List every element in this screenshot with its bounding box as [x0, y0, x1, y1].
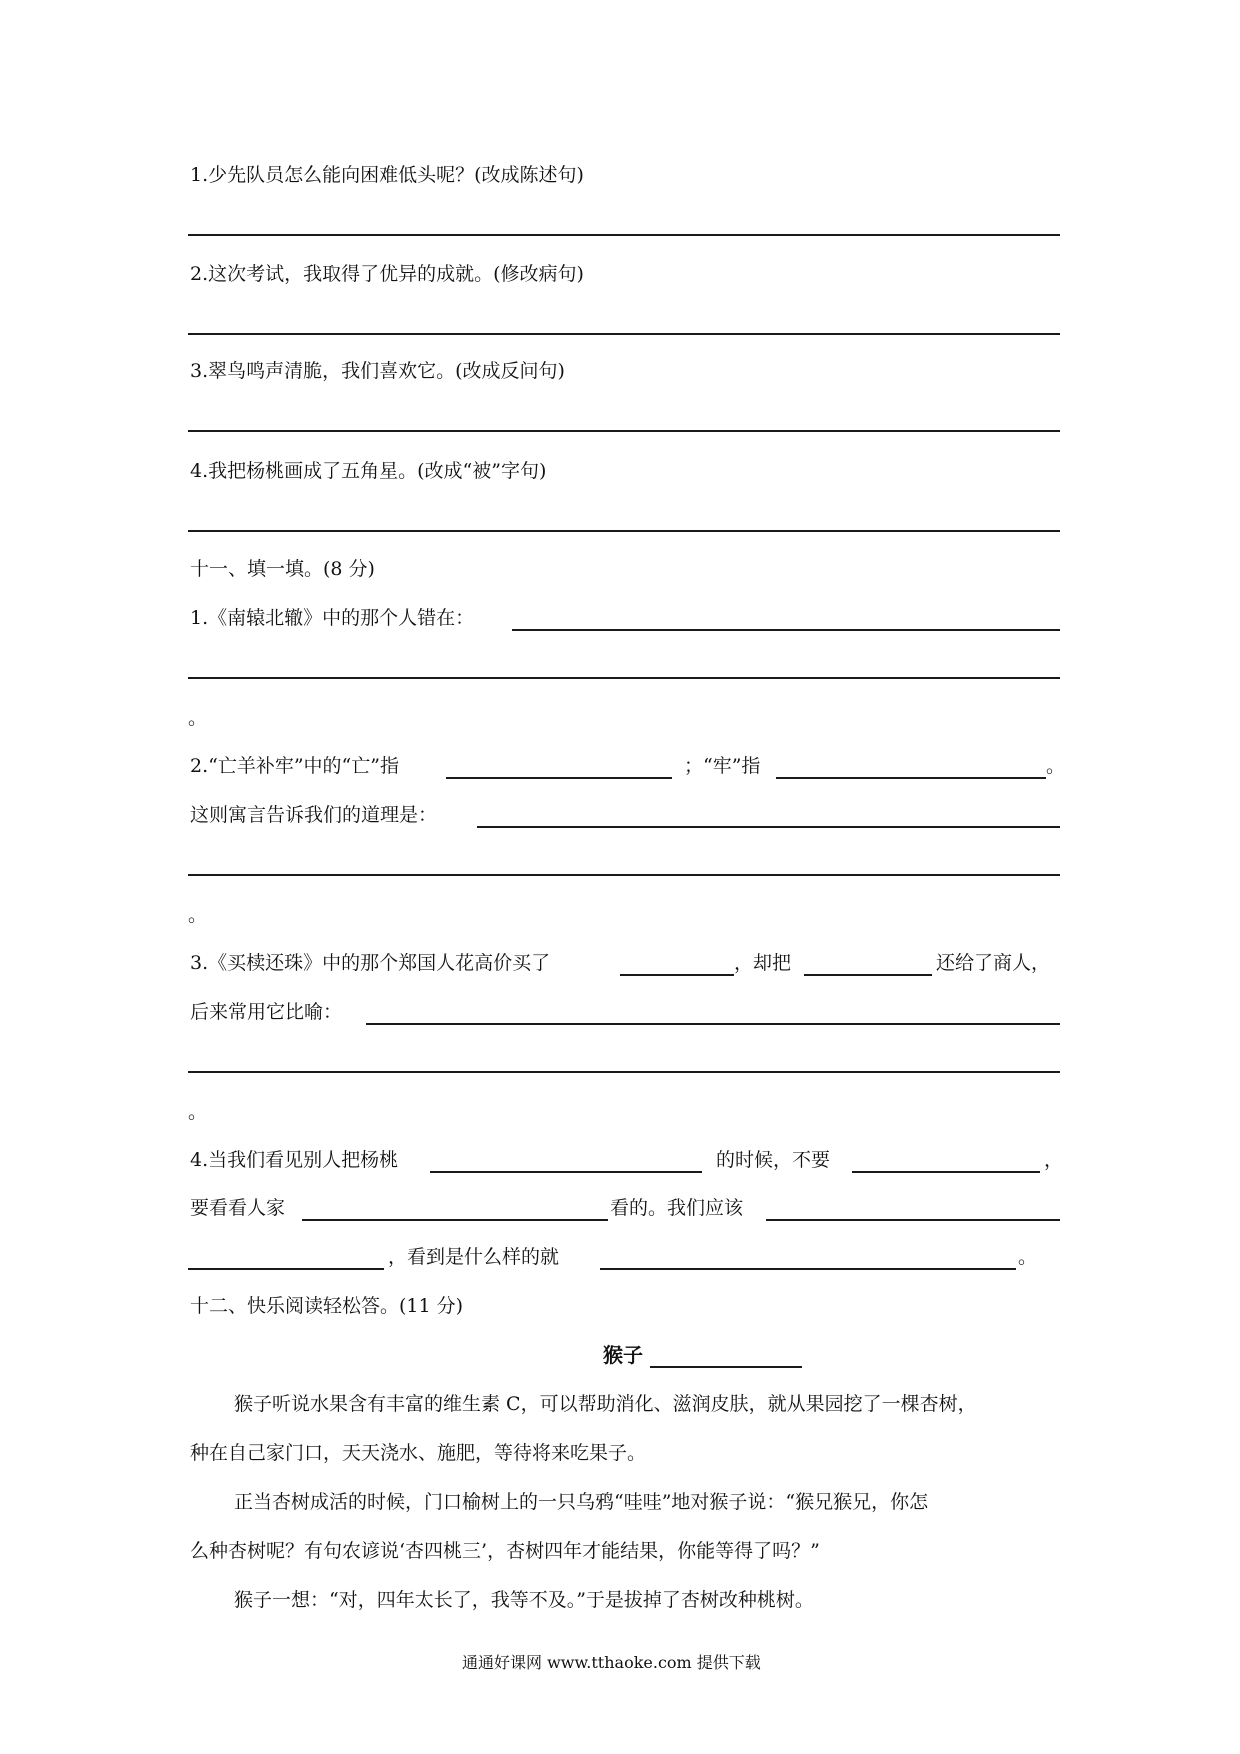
reading-p3: 猴子一想：“对，四年太长了，我等不及。”于是拔掉了杏树改种桃树。	[234, 1589, 814, 1611]
s11-q4-b: 的时候，不要	[716, 1149, 831, 1171]
fill-blank[interactable]	[512, 629, 1060, 631]
section-11-heading: 十一、填一填。(8 分)	[190, 558, 375, 580]
fill-blank[interactable]	[366, 1023, 1060, 1025]
fill-blank[interactable]	[446, 777, 672, 779]
s11-q2-c: 。	[1046, 755, 1066, 777]
footer-source: 通通好课网 www.tthaoke.com 提供下载	[462, 1653, 761, 1672]
s11-q4-f: ，看到是什么样的就	[388, 1246, 560, 1268]
s10-question-4: 4.我把杨桃画成了五角星。(改成“被”字句)	[190, 460, 547, 482]
s11-q2-b: ；“牢”指	[684, 755, 761, 777]
fill-blank[interactable]	[600, 1268, 1016, 1270]
answer-line[interactable]	[188, 677, 1060, 679]
section-12-heading: 十二、快乐阅读轻松答。(11 分)	[190, 1295, 464, 1317]
s11-q2-a: 2.“亡羊补牢”中的“亡”指	[190, 755, 399, 777]
s10-question-1: 1.少先队员怎么能向困难低头呢？(改成陈述句)	[190, 164, 584, 186]
s10-question-3: 3.翠鸟鸣声清脆，我们喜欢它。(改成反问句)	[190, 360, 565, 382]
fill-blank[interactable]	[430, 1171, 702, 1173]
s11-q1-text: 1.《南辕北辙》中的那个人错在：	[190, 607, 475, 629]
s11-q4-a: 4.当我们看见别人把杨桃	[190, 1149, 399, 1171]
s11-q3-b: ，却把	[734, 952, 792, 974]
answer-line[interactable]	[188, 874, 1060, 876]
answer-line[interactable]	[188, 234, 1060, 236]
s11-q3-end: 。	[188, 1101, 208, 1123]
s11-q4-d: 要看看人家	[190, 1197, 286, 1219]
reading-p1-line1: 猴子听说水果含有丰富的维生素 C，可以帮助消化、滋润皮肤，就从果园挖了一棵杏树，	[234, 1393, 977, 1415]
reading-p1-line2: 种在自己家门口，天天浇水、施肥，等待将来吃果子。	[190, 1442, 647, 1464]
reading-title: 猴子	[603, 1343, 643, 1367]
answer-line[interactable]	[188, 333, 1060, 335]
s11-q3-a: 3.《买椟还珠》中的那个郑国人花高价买了	[190, 952, 551, 974]
fill-blank[interactable]	[804, 974, 932, 976]
s11-q3-d: 后来常用它比喻：	[190, 1001, 343, 1023]
fill-blank[interactable]	[188, 1268, 384, 1270]
fill-blank[interactable]	[302, 1219, 608, 1221]
s10-question-2: 2.这次考试，我取得了优异的成就。(修改病句)	[190, 263, 584, 285]
reading-p2-line2: 么种杏树呢？有句农谚说‘杏四桃三’，杏树四年才能结果，你能等得了吗？”	[190, 1540, 820, 1562]
s11-q4-g: 。	[1018, 1246, 1038, 1268]
fill-blank[interactable]	[477, 826, 1060, 828]
fill-blank[interactable]	[620, 974, 734, 976]
s11-q2-end: 。	[188, 904, 208, 926]
answer-line[interactable]	[188, 1071, 1060, 1073]
fill-blank[interactable]	[766, 1219, 1060, 1221]
s11-q1-end: 。	[188, 707, 208, 729]
reading-p2-line1: 正当杏树成活的时候，门口榆树上的一只乌鸦“哇哇”地对猴子说：“猴兄猴兄，你怎	[234, 1491, 929, 1513]
answer-line[interactable]	[188, 530, 1060, 532]
s11-q2-d: 这则寓言告诉我们的道理是：	[190, 804, 438, 826]
fill-blank[interactable]	[852, 1171, 1040, 1173]
s11-q3-c: 还给了商人，	[936, 952, 1051, 974]
fill-blank[interactable]	[776, 777, 1046, 779]
s11-q4-e: 看的。我们应该	[610, 1197, 744, 1219]
answer-line[interactable]	[188, 430, 1060, 432]
title-blank[interactable]	[650, 1366, 802, 1368]
s11-q4-c: ，	[1044, 1149, 1064, 1171]
